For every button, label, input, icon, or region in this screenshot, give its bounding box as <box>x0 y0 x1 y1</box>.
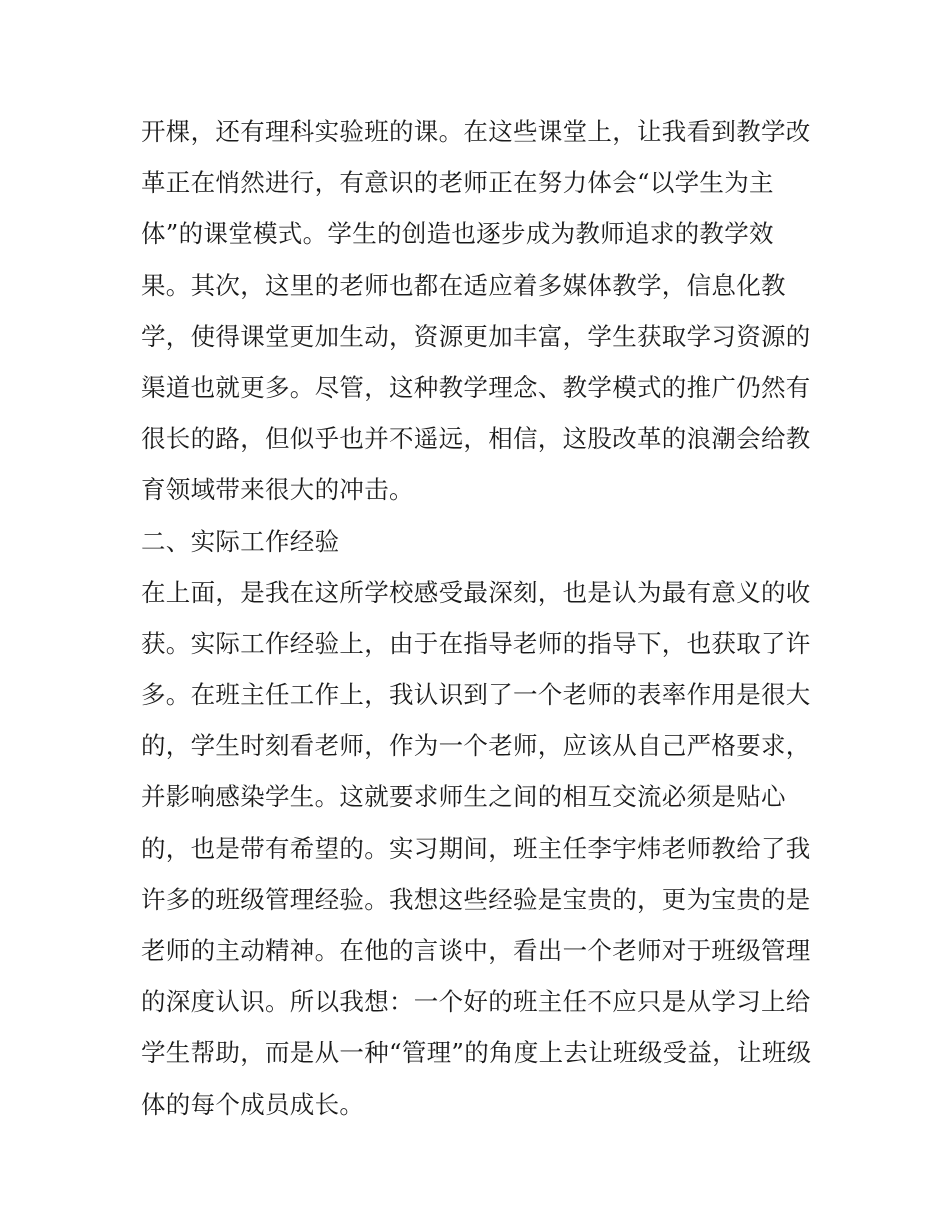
text-line: 在上面，是我在这所学校感受最深刻，也是认为最有意义的收 <box>141 577 811 607</box>
text-line: 并影响感染学生。这就要求师生之间的相互交流必须是贴心 <box>141 782 786 812</box>
body-text <box>141 106 821 1130</box>
text-line: 的深度认识。所以我想：一个好的班主任不应只是从学习上给 <box>141 987 811 1017</box>
text-line: 获。实际工作经验上，由于在指导老师的指导下，也获取了许 <box>141 628 811 658</box>
text-line: 体的每个成员成长。 <box>141 1089 365 1119</box>
text-line: 育领域带来很大的冲击。 <box>141 475 414 505</box>
text-line: 开棵，还有理科实验班的课。在这些课堂上，让我看到教学改 <box>141 117 811 146</box>
section-heading: 二、实际工作经验 <box>141 526 340 556</box>
text-line: 体”的课堂模式。学生的创造也逐步成为教师追求的教学效 <box>141 219 774 249</box>
text-line: 多。在班主任工作上，我认识到了一个老师的表率作用是很大 <box>141 680 811 710</box>
text-line: 果。其次，这里的老师也都在适应着多媒体教学，信息化教 <box>141 270 786 300</box>
text-line: 学，使得课堂更加生动，资源更加丰富，学生获取学习资源的 <box>141 321 811 351</box>
text-line: 的，学生时刻看老师，作为一个老师，应该从自己严格要求， <box>141 731 811 761</box>
text-line: 学生帮助，而是从一种“管理”的角度上去让班级受益，让班级 <box>141 1038 812 1068</box>
text-line: 革正在悄然进行，有意识的老师正在努力体会“以学生为主 <box>141 168 774 198</box>
text-line: 渠道也就更多。尽管，这种教学理念、教学模式的推广仍然有 <box>141 372 811 402</box>
text-line: 很长的路，但似乎也并不遥远，相信，这股改革的浪潮会给教 <box>141 424 811 454</box>
text-line: 老师的主动精神。在他的言谈中，看出一个老师对于班级管理 <box>141 936 811 965</box>
text-line: 的，也是带有希望的。实习期间，班主任李宇炜老师教给了我 <box>141 833 811 863</box>
text-line: 许多的班级管理经验。我想这些经验是宝贵的，更为宝贵的是 <box>141 884 811 914</box>
